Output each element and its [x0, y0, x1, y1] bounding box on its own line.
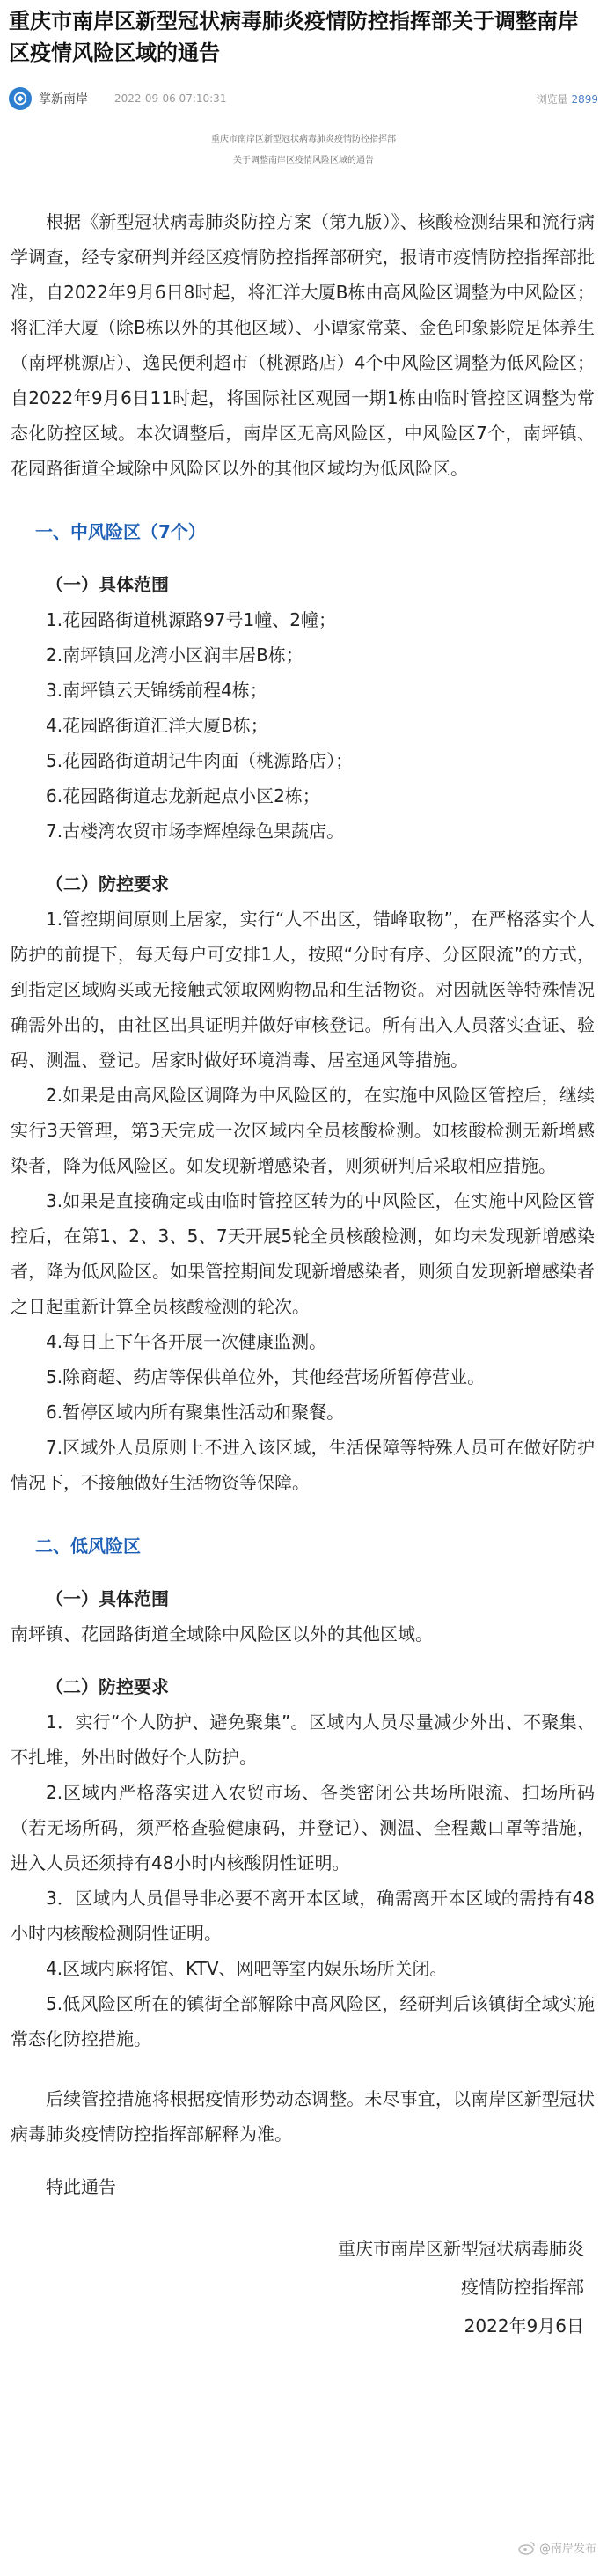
medium-requirement: 1.管控期间原则上居家，实行“人不出区，错峰取物”，在严格落实个人防护的前提下，每天每户可安排1人，按照“分时有序、分区限流”的方式，到指定区域购买或无接触式领取网购物品和生活物资。对因就医等特殊情况确需外出的，由社区出具证明并做好审核登记。所有出入人员落实查证、验码、测温、登记。居家时做好环境消毒、居室通风等措施。 — [11, 909, 595, 1071]
medium-requirement: 2.如果是由高风险区调降为中风险区的，在实施中风险区管控后，继续实行3天管理，第3天完成一次区域内全员核酸检测。如核酸检测无新增感染者，降为低风险区。如发现新增感染者，则须研判后采取相应措施。 — [11, 1085, 595, 1176]
article-title: 重庆市南岸区新型冠状病毒肺炎疫情防控指挥部关于调整南岸区疫情风险区域的通告 — [9, 9, 579, 65]
medium-scope-item: 3.南坪镇云天锦绣前程4栋； — [46, 680, 267, 701]
medium-scope-heading: （一）具体范围 — [46, 574, 169, 595]
section-heading-low-risk: 二、低风险区 — [35, 1535, 141, 1557]
signature-line2: 疫情防控指挥部 — [461, 2277, 584, 2298]
signature-date: 2022年9月6日 — [464, 2315, 584, 2337]
view-count — [537, 92, 598, 107]
view-count-label: 浏览量 — [536, 92, 568, 106]
section-heading-medium-risk: 一、中风险区（7个） — [35, 521, 206, 542]
medium-scope-item: 6.花园路街道志龙新起点小区2栋； — [46, 785, 320, 806]
low-scope-heading: （一）具体范围 — [46, 1588, 169, 1609]
intro-paragraph: 根据《新型冠状病毒肺炎防控方案（第九版）》、核酸检测结果和流行病学调查，经专家研判并经区疫情防控指挥部研究，报请市疫情防控指挥部批准，自2022年9月6日8时起，将汇洋大厦B栋由高风险区调整为中风险区；将汇洋大厦（除B栋以外的其他区域）、小谭家常菜、金色印象影院足体养生（南坪桃源店）、逸民便利超市（桃源路店）4个中风险区调整为低风险区；自2022年9月6日11时起，将国际社区观园一期1栋由临时管控区调整为常态化防控区域。本次调整后，南岸区无高风险区，中风险区7个，南坪镇、花园路街道全域除中风险区以外的其他区域均为低风险区。 — [11, 211, 595, 479]
medium-requirement: 7.区域外人员原则上不进入该区域，生活保障等特殊人员可在做好防护情况下，不接触做好生活物资等保障。 — [11, 1437, 595, 1493]
document-header-line2: 关于调整南岸区疫情风险区域的通告 — [233, 156, 374, 166]
medium-requirement: 6.暂停区域内所有聚集性活动和聚餐。 — [46, 1402, 345, 1423]
weibo-icon — [518, 2541, 536, 2555]
medium-scope-item: 2.南坪镇回龙湾小区润丰居B栋； — [46, 644, 304, 666]
low-requirement: 1．实行“个人防护、避免聚集”。区域内人员尽量减少外出、不聚集、不扎堆，外出时做好个人防护。 — [11, 1711, 595, 1768]
medium-requirement: 5.除商超、药店等保供单位外，其他经营场所暂停营业。 — [46, 1366, 486, 1387]
low-requirement: 5.低风险区所在的镇街全部解除中高风险区，经研判后该镇街全域实施常态化防控措施。 — [11, 1993, 595, 2050]
medium-scope-item: 5.花园路街道胡记牛肉面（桃源路店）； — [46, 750, 354, 771]
medium-requirements-heading: （二）防控要求 — [46, 873, 169, 894]
signature-line1: 重庆市南岸区新型冠状病毒肺炎 — [338, 2238, 584, 2259]
medium-scope-item: 7.古楼湾农贸市场李辉煌绿色果蔬店。 — [46, 821, 345, 842]
publish-datetime: 2022-09-06 07:10:31 — [114, 92, 227, 105]
medium-requirement: 4.每日上下午各开展一次健康监测。 — [46, 1331, 327, 1352]
weibo-watermark — [518, 2539, 596, 2556]
article-meta — [9, 81, 598, 116]
low-requirement: 4.区域内麻将馆、KTV、网吧等室内娱乐场所关闭。 — [46, 1958, 448, 1979]
document-header — [0, 132, 607, 169]
low-requirements-heading: （二）防控要求 — [46, 1676, 169, 1697]
source-logo-icon — [12, 91, 28, 107]
view-count-value: 2899 — [571, 92, 598, 106]
closing-paragraph: 后续管控措施将根据疫情形势动态调整。未尽事宜，以南岸区新型冠状病毒肺炎疫情防控指挥部解释为准。 — [11, 2088, 595, 2145]
medium-requirement: 3.如果是直接确定或由临时管控区转为的中风险区，在实施中风险区管控后，在第1、2、3、5、7天开展5轮全员核酸检测，如均未发现新增感染者，降为低风险区。如果管控期间发现新增感染者，则须自发现新增感染者之日起重新计算全员核酸检测的轮次。 — [11, 1190, 595, 1317]
low-requirement: 2.区域内严格落实进入农贸市场、各类密闭公共场所限流、扫场所码（若无场所码，须严格查验健康码，并登记）、测温、全程戴口罩等措施，进入人员还须持有48小时内核酸阴性证明。 — [11, 1782, 595, 1873]
medium-scope-item: 1.花园路街道桃源路97号1幢、2幢； — [46, 609, 336, 630]
watermark-text: @南岸发布 — [538, 2543, 596, 2556]
special-notice: 特此通告 — [46, 2176, 116, 2197]
source-avatar[interactable] — [9, 87, 32, 110]
article-body — [11, 204, 595, 2345]
document-header-line1: 重庆市南岸区新型冠状病毒肺炎疫情防控指挥部 — [211, 135, 396, 144]
low-requirement: 3．区域内人员倡导非必要不离开本区域，确需离开本区域的需持有48小时内核酸检测阴性证明。 — [11, 1888, 595, 1944]
low-scope-text: 南坪镇、花园路街道全域除中风险区以外的其他区域。 — [11, 1623, 433, 1645]
medium-scope-item: 4.花园路街道汇洋大厦B栋； — [46, 715, 268, 736]
source-name[interactable]: 掌新南岸 — [39, 92, 88, 107]
